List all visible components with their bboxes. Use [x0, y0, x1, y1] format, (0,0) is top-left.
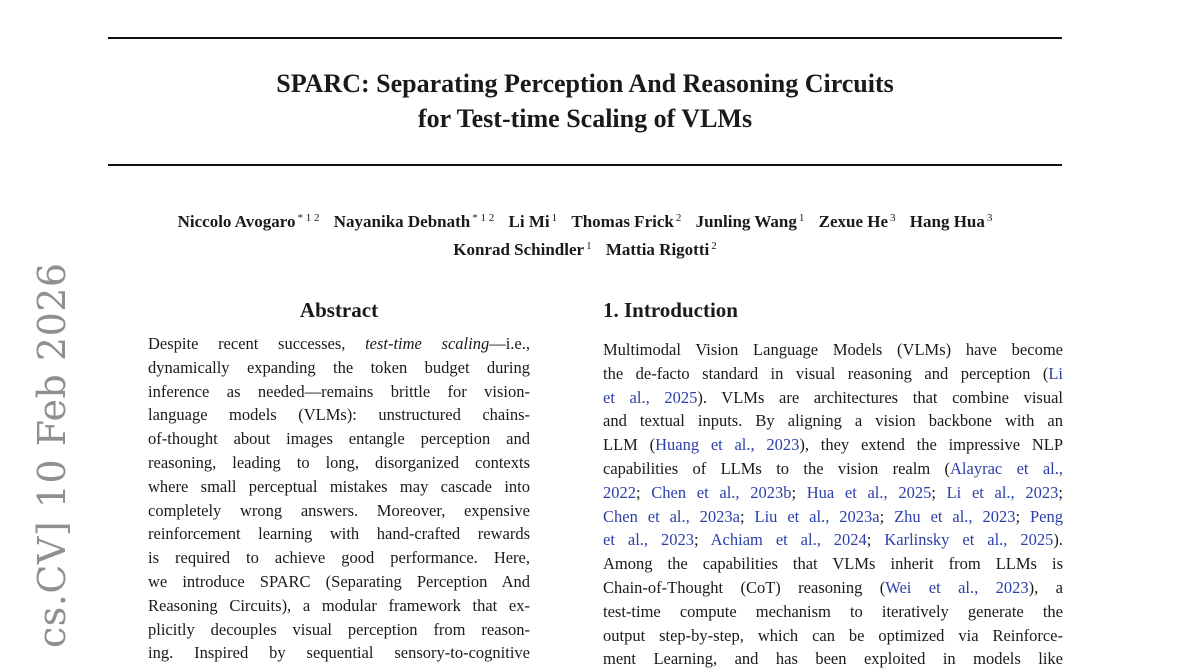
title-top-rule [108, 37, 1062, 39]
text-line [148, 546, 530, 570]
paper-title [108, 66, 1062, 136]
text-run: ), they extend the impressive NLP [799, 435, 1063, 455]
author: Li Mi $^1$ [508, 212, 558, 231]
title-bottom-rule [108, 164, 1062, 166]
citation-link[interactable]: Li et al., 2023 [946, 482, 1059, 502]
author-line-1 [60, 206, 1110, 234]
citation-link[interactable]: Hua et al., 2025 [806, 482, 932, 502]
text-run: we introduce SPARC (Separating Perception And [148, 571, 530, 591]
text-run: ; [866, 530, 885, 550]
text-run: where small perceptual mistakes may cascade into [148, 476, 530, 496]
citation-link[interactable]: Li [1048, 363, 1063, 383]
abstract-body [148, 332, 530, 665]
citation-link[interactable]: Peng [1030, 506, 1063, 526]
text-line [603, 433, 1063, 457]
text-run: Chain-of-Thought (CoT) reasoning ( [603, 577, 886, 597]
text-run: language models (VLMs): unstructured chains- [148, 405, 530, 425]
text-line [148, 427, 530, 451]
author-affiliation-marks: 1 [551, 212, 558, 224]
text-line [603, 409, 1063, 433]
author: Nayanika Debnath $^{* 1 2}$ [333, 212, 495, 231]
text-run: Despite recent successes, [148, 334, 366, 353]
text-run: and textual inputs. By aligning a vision backbone with an [603, 411, 1063, 431]
author: Konrad Schindler $^1$ [453, 240, 592, 259]
text-line [148, 380, 530, 404]
text-line [603, 647, 1063, 671]
author-affiliation-marks: 2 [675, 212, 682, 224]
text-line [603, 481, 1063, 505]
text-line [148, 332, 530, 356]
author-list [60, 206, 1110, 262]
text-run: ; [791, 482, 807, 502]
text-run: ; [1058, 482, 1063, 502]
text-line [148, 356, 530, 380]
text-line [148, 641, 530, 665]
text-line [148, 403, 530, 427]
author: Niccolo Avogaro $^{* 1 2}$ [177, 212, 320, 231]
arxiv-side-stamp: cs.CV] 10 Feb 2026 [30, 262, 74, 648]
text-run: ; [931, 482, 947, 502]
text-line [603, 457, 1063, 481]
text-line [148, 475, 530, 499]
text-line [148, 451, 530, 475]
text-run: capabilities of LLMs to the vision realm ( [603, 458, 950, 478]
text-run: reasoning, leading to long, disorganized contexts [148, 452, 530, 472]
text-line [148, 499, 530, 523]
text-line [603, 600, 1063, 624]
author-affiliation-marks: 2 [711, 240, 717, 252]
text-run: dynamically expanding the token budget during [148, 357, 530, 377]
text-line [603, 338, 1063, 362]
text-line [148, 570, 530, 594]
text-run: ). [1053, 530, 1063, 550]
text-line [148, 618, 530, 642]
author: Junling Wang $^1$ [695, 212, 805, 231]
citation-link[interactable]: et al., 2023 [603, 530, 694, 550]
text-run: the de-facto standard in visual reasoning and perception ( [603, 363, 1049, 383]
introduction-body [603, 338, 1063, 671]
text-run: ; [879, 506, 895, 526]
paper-title-line-2: for Test-time Scaling of VLMs [417, 104, 753, 133]
paper-title-line-1: SPARC: Separating Perception And Reasoning Circuits [276, 69, 894, 98]
text-run: reinforcement learning with hand-crafted rewards [148, 524, 530, 544]
text-line [603, 386, 1063, 410]
text-run: inference as needed—remains brittle for vision- [148, 381, 530, 401]
text-run: ), a [1028, 577, 1063, 597]
text-line [148, 594, 530, 618]
text-run: ; [1015, 506, 1030, 526]
text-run: ; [739, 506, 755, 526]
author: Zexue He $^3$ [818, 212, 896, 231]
text-run: Reasoning Circuits), a modular framework that ex- [148, 595, 530, 615]
text-run: ing. Inspired by sequential sensory-to-cognitive [148, 643, 530, 663]
citation-link[interactable]: Karlinsky et al., 2025 [884, 530, 1054, 550]
author-affiliation-marks: 1 [586, 240, 592, 252]
text-line [603, 624, 1063, 648]
emphasized-text: test-time scaling [365, 334, 490, 353]
text-run: is required to achieve good performance. Here, [148, 548, 530, 568]
citation-link[interactable]: Achiam et al., 2024 [710, 530, 867, 550]
text-run: completely wrong answers. Moreover, expensive [148, 500, 530, 520]
text-run: —i.e., [489, 334, 531, 353]
text-line [603, 552, 1063, 576]
abstract-heading: Abstract [299, 298, 379, 322]
text-run: ; [693, 530, 711, 550]
text-run: ). VLMs are architectures that combine visual [697, 387, 1063, 407]
text-line [603, 505, 1063, 529]
citation-link[interactable]: et al., 2025 [603, 387, 698, 407]
text-run: plicitly decouples visual perception from reason- [148, 619, 530, 639]
text-run: of-thought about images entangle perception and [148, 429, 530, 449]
text-line [603, 362, 1063, 386]
text-run: Multimodal Vision Language Models (VLMs) have become [603, 340, 1063, 359]
author-affiliation-marks: 3 [986, 212, 993, 224]
citation-link[interactable]: Alayrac et al., [950, 458, 1063, 478]
author-affiliation-marks: 1 [798, 212, 805, 224]
citation-link[interactable]: Chen et al., 2023b [651, 482, 792, 502]
citation-link[interactable]: Chen et al., 2023a [603, 506, 740, 526]
citation-link[interactable]: Wei et al., 2023 [885, 577, 1029, 597]
author: Mattia Rigotti $^2$ [605, 240, 717, 259]
author-line-2 [60, 234, 1110, 262]
text-line [603, 528, 1063, 552]
text-run: ment Learning, and has been exploited in models like [603, 649, 1063, 669]
text-run: Among the capabilities that VLMs inherit from LLMs is [603, 554, 1063, 574]
citation-link[interactable]: Liu et al., 2023a [754, 506, 880, 526]
author-affiliation-marks: * 1 2 [297, 212, 320, 224]
text-run: output step-by-step, which can be optimized via Reinforce- [603, 625, 1063, 645]
introduction-heading: 1. Introduction [603, 298, 738, 322]
author-affiliation-marks: 3 [890, 212, 896, 224]
author: Hang Hua $^3$ [909, 212, 993, 231]
citation-link[interactable]: Zhu et al., 2023 [894, 506, 1016, 526]
text-run: test-time compute mechanism to iteratively generate the [603, 601, 1063, 621]
text-line [148, 522, 530, 546]
author: Thomas Frick $^2$ [571, 212, 682, 231]
citation-link[interactable]: Huang et al., 2023 [655, 435, 800, 455]
citation-link[interactable]: 2022 [603, 482, 636, 502]
text-line [603, 576, 1063, 600]
text-run: LLM ( [603, 435, 656, 455]
text-run: ; [636, 482, 652, 502]
author-affiliation-marks: * 1 2 [472, 212, 495, 224]
